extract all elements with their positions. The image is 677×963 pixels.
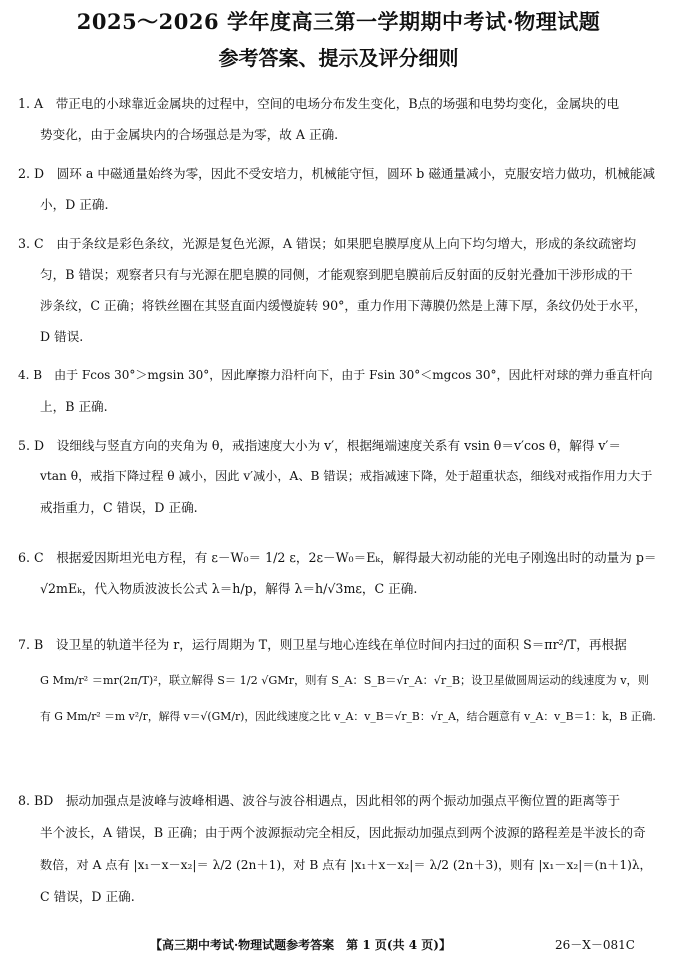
page-subtitle: 参考答案、提示及评分细则 — [218, 46, 459, 70]
answer-line: D 错误. — [40, 329, 84, 344]
answer-line: 7. B 设卫星的轨道半径为 r，运行周期为 T，则卫星与地心连线在单位时间内扫过的面积 S＝πr²/T，再根据 — [18, 637, 627, 652]
answer-line: 数倍，对 A 点有 |x₁－x－x₂|＝ λ/2 (2n＋1)，对 B 点有 |x₁＋x－x₂|＝ λ/2 (2n＋3)，则有 |x₁－x₂|＝(n＋1)λ， — [40, 858, 652, 872]
answer-8 — [18, 785, 658, 913]
page-title: 2025～2026 学年度高三第一学期期中考试·物理试题 — [76, 9, 601, 34]
answer-line: 势变化，由于金属块内的合场强总是为零，故 A 正确. — [40, 127, 339, 142]
answer-7 — [18, 627, 658, 735]
answer-line: 4. B 由于 Fcos 30°＞mgsin 30°，因此摩擦力沿杆向下，由于 Fsin 30°＜mgcos 30°，因此杆对球的弹力垂直杆向 — [18, 368, 653, 382]
answer-line: 1. A 带正电的小球靠近金属块的过程中，空间的电场分布发生变化，B点的场强和电势均变化，金属块的电 — [18, 96, 620, 111]
answer-line: vtan θ，戒指下降过程 θ 减小，因此 v′减小，A、B 错误；戒指减速下降，处于超重状态，细线对戒指作用力大于 — [40, 469, 653, 483]
answer-line: √2mEₖ，代入物质波波长公式 λ＝h/p，解得 λ＝h/√3mε，C 正确. — [40, 581, 418, 596]
answer-line: 戒指重力，C 错误，D 正确. — [40, 500, 198, 515]
answer-line: 上，B 正确. — [40, 399, 108, 414]
answer-line: 8. BD 振动加强点是波峰与波峰相遇、波谷与波谷相遇点，因此相邻的两个振动加强点平衡位置的距离等于 — [18, 793, 621, 808]
answer-line: 小，D 正确. — [40, 197, 109, 212]
answer-line: 有 G Mm/r² ＝m v²/r，解得 v＝√(GM/r)，因此线速度之比 v_A：v_B＝√r_B：√r_A，结合题意有 v_A：v_B＝1：k，B 正确. — [40, 710, 656, 723]
footer-page-info: 【高三期中考试·物理试题参考答案 第 1 页(共 4 页)】 — [150, 938, 451, 952]
answer-2 — [18, 158, 658, 220]
answer-1 — [18, 88, 658, 150]
answer-line: 2. D 圆环 a 中磁通量始终为零，因此不受安培力，机械能守恒，圆环 b 磁通量减小，克服安培力做功，机械能减 — [18, 166, 656, 181]
answer-4 — [18, 360, 658, 422]
answer-5 — [18, 430, 658, 523]
footer-doc-code: 26－X－081C — [555, 938, 635, 952]
answer-6 — [18, 542, 658, 604]
answer-line: C 错误，D 正确. — [40, 889, 135, 904]
answer-3 — [18, 228, 658, 352]
answer-line: 6. C 根据爱因斯坦光电方程，有 ε－W₀＝ 1/2 ε，2ε－W₀＝Eₖ，解得最大初动能的光电子刚逸出时的动量为 p＝ — [18, 550, 657, 565]
answer-line: 半个波长，A 错误，B 正确；由于两个波源振动完全相反，因此振动加强点到两个波源的路程差是半波长的奇 — [40, 825, 646, 840]
answer-line: 3. C 由于条纹是彩色条纹，光源是复色光源，A 错误；如果肥皂膜厚度从上向下均匀增大，形成的条纹疏密均 — [18, 236, 637, 251]
answer-line: 涉条纹，C 正确；将铁丝圈在其竖直面内缓慢旋转 90°，重力作用下薄膜仍然是上薄下厚，条纹仍处于水平， — [40, 298, 647, 313]
answer-line: 匀，B 错误；观察者只有与光源在肥皂膜的同侧，才能观察到肥皂膜前后反射面的反射光叠加干涉形成的干 — [40, 267, 633, 282]
answer-line: G Mm/r² ＝mr(2π/T)²，联立解得 S＝ 1/2 √GMr，则有 S_A：S_B＝√r_A：√r_B；设卫星做圆周运动的线速度为 v，则 — [40, 674, 649, 687]
answer-line: 5. D 设细线与竖直方向的夹角为 θ，戒指速度大小为 v′，根据绳端速度关系有 vsin θ＝v′cos θ，解得 v′＝ — [18, 438, 621, 453]
